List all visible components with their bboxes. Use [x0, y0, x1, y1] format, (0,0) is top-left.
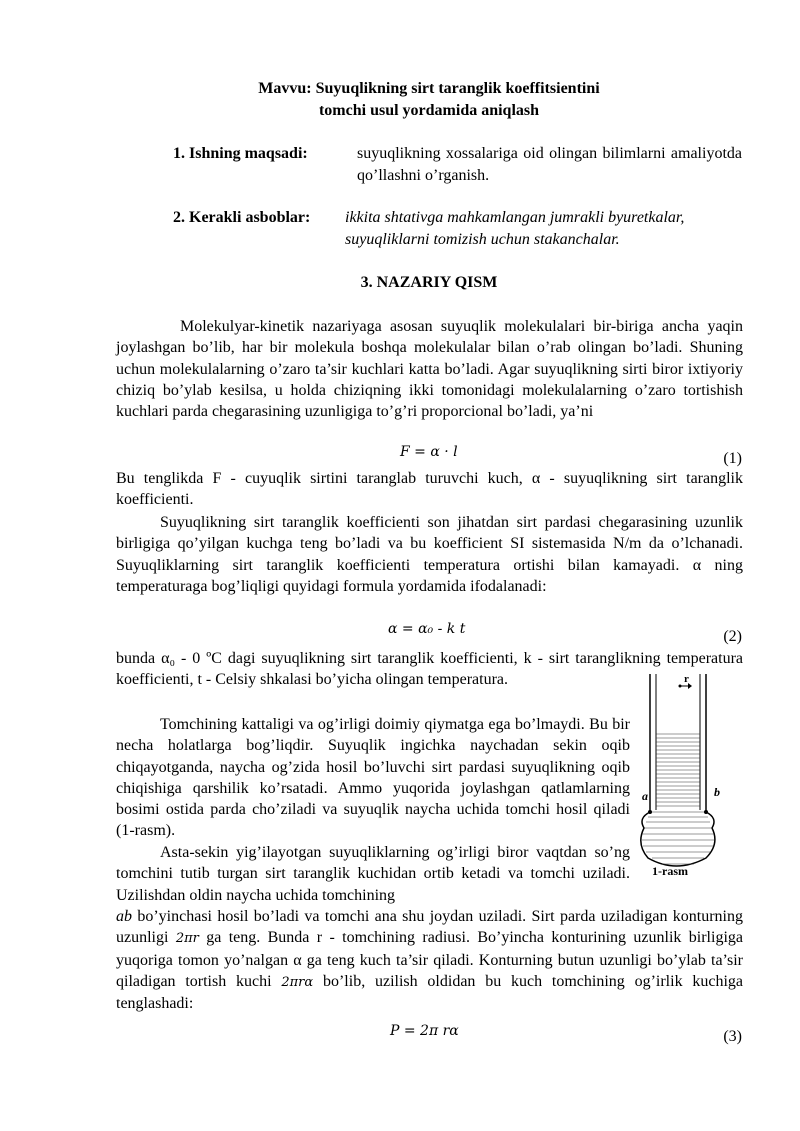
figure-caption: 1-rasm	[652, 864, 688, 878]
point-a	[648, 810, 652, 814]
title-line-2: tomchi usul yordamida aniqlash	[318, 102, 540, 119]
label-b: b	[714, 785, 720, 799]
label-a: a	[642, 789, 648, 803]
paragraph-4-text: bunda α₀ - 0 ºC dagi suyuqlikning sirt taranglik koefficienti, k - sirt taranglikning temperatura koefficienti, t - Celsiy shkalasi bo’yicha olingan temperatura.	[116, 650, 743, 689]
paragraph-6c-text: ga teng. Bunda r - tomchining radiusi. Bo’yincha konturining uzunlik birligiga yuqoriga tomon yo’nalgan α ga teng kuch ta’sir qiladi. Konturning butun uzunligi bo’ylab ta’sir qiladigan tortish kuchi	[116, 929, 743, 990]
section-purpose-text: suyuqlikning xossalariga oid olingan bilimlarni amaliyotda qo’llashni o’rganish.	[357, 145, 742, 184]
paragraph-6b	[116, 906, 743, 1014]
equation-number-3: (3)	[723, 1028, 742, 1045]
section-equipment-label: 2. Kerakli asboblar:	[173, 209, 311, 226]
title-line-1: Mavvu: Suyuqlikning sirt taranglik koeffitsientini	[258, 80, 600, 97]
paragraph-6a	[116, 842, 630, 906]
paragraph-1	[116, 316, 743, 422]
ab-label: ab	[116, 908, 132, 925]
point-b	[704, 810, 708, 814]
section-equipment-text: ikkita shtativga mahkamlangan jumrakli byuretkalar, suyuqliklarni tomizish uchun stakanchalar.	[345, 209, 685, 248]
equation-number-2: (2)	[723, 628, 742, 645]
paragraph-6b-text: bo’yinchasi hosil bo’ladi va tomchi ana shu joydan uziladi. Sirt parda uziladigan konturning uzunligi	[116, 908, 744, 947]
label-r: r	[684, 673, 689, 685]
section-equipment	[173, 207, 743, 248]
radius-center	[679, 685, 682, 688]
inline-2pira: 2πrα	[281, 974, 314, 990]
document-title	[116, 78, 742, 122]
section-purpose	[173, 143, 743, 184]
paragraph-6d-text: bo’lib, uzilish oldidan bu kuch tomchining og’irlik kuchiga tenglashadi:	[116, 972, 744, 1013]
paragraph-5-text: Tomchining kattaligi va og’irligi doimiy qiymatga ega bo’lmaydi. Bu bir necha holatlarga bog’liqdir. Suyuqlik ingichka naychadan sekin oqib chiqayotganda, naycha og’zida hosil bo’luvchi sirt pardasi suyuqlikning oqib chiqishiga qarshilik ko’rsatadi. Ammo yuqorida joylashgan qatlamlarning bosimi ostida parda cho’ziladi va suyuqlik naycha uchida tomchi hosil qiladi (1-rasm).	[116, 716, 630, 840]
paragraph-3	[116, 512, 743, 597]
paragraph-5	[116, 714, 630, 842]
drop-fill	[642, 812, 714, 864]
section-heading: 3. NAZARIY QISM	[360, 274, 498, 291]
equation-number-1: (1)	[723, 450, 742, 467]
formula-2: α = α₀ - k t	[388, 621, 466, 637]
liquid-fill	[656, 734, 700, 806]
paragraph-6a-text: Asta-sekin yig’ilayotgan suyuqliklarning og’irligi biror vaqtdan so’ng tomchini tutib turgan sirt taranglik kuchidan ortib ketadi va tomchi uziladi. Uzilishdan oldin naycha uchida tomchining	[116, 844, 630, 904]
formula-3: P = 2π rα	[390, 1023, 459, 1039]
section-purpose-label: 1. Ishning maqsadi:	[173, 145, 308, 162]
paragraph-2: Bu tenglikda F - cuyuqlik sirtini taranglab turuvchi kuch, α - suyuqlikning sirt taranglik koefficienti.	[116, 470, 743, 509]
paragraph-3-text: Suyuqlikning sirt taranglik koefficienti son jihatdan sirt pardasi chegarasining uzunlik birligiga qo’yilgan kuchga teng bo’ladi va bu koefficient SI sistemasida N/m da o’lchanadi. Suyuqliklarning sirt taranglik koefficienti temperatura ortishi bilan kamayadi. α ning temperaturaga bog’liqligi quyidagi formula yordamida ifodalanadi:	[116, 514, 743, 595]
inline-2pir: 2πr	[175, 931, 199, 947]
formula-1: F = α · l	[400, 444, 458, 460]
burette-drop-figure	[636, 672, 746, 882]
paragraph-1-text: Molekulyar-kinetik nazariyaga asosan suyuqlik molekulalari bir-biriga ancha yaqin joylashgan bo’lib, har bir molekula boshqa molekulalar bilan o’rab olingan bo’ladi. Shuning uchun molekulalarning o’zaro ta’sir kuchlari katta bo’ladi. Agar suyuqlikning sirti biror ixtiyoriy chiziq bo’ylab kesilsa, u holda chiziqning ikki tomonidagi molekulalarning o’zaro tortishish kuchlari parda chegarasining uzunligiga to’g’ri proporcional bo’ladi, ya’ni	[116, 318, 743, 421]
